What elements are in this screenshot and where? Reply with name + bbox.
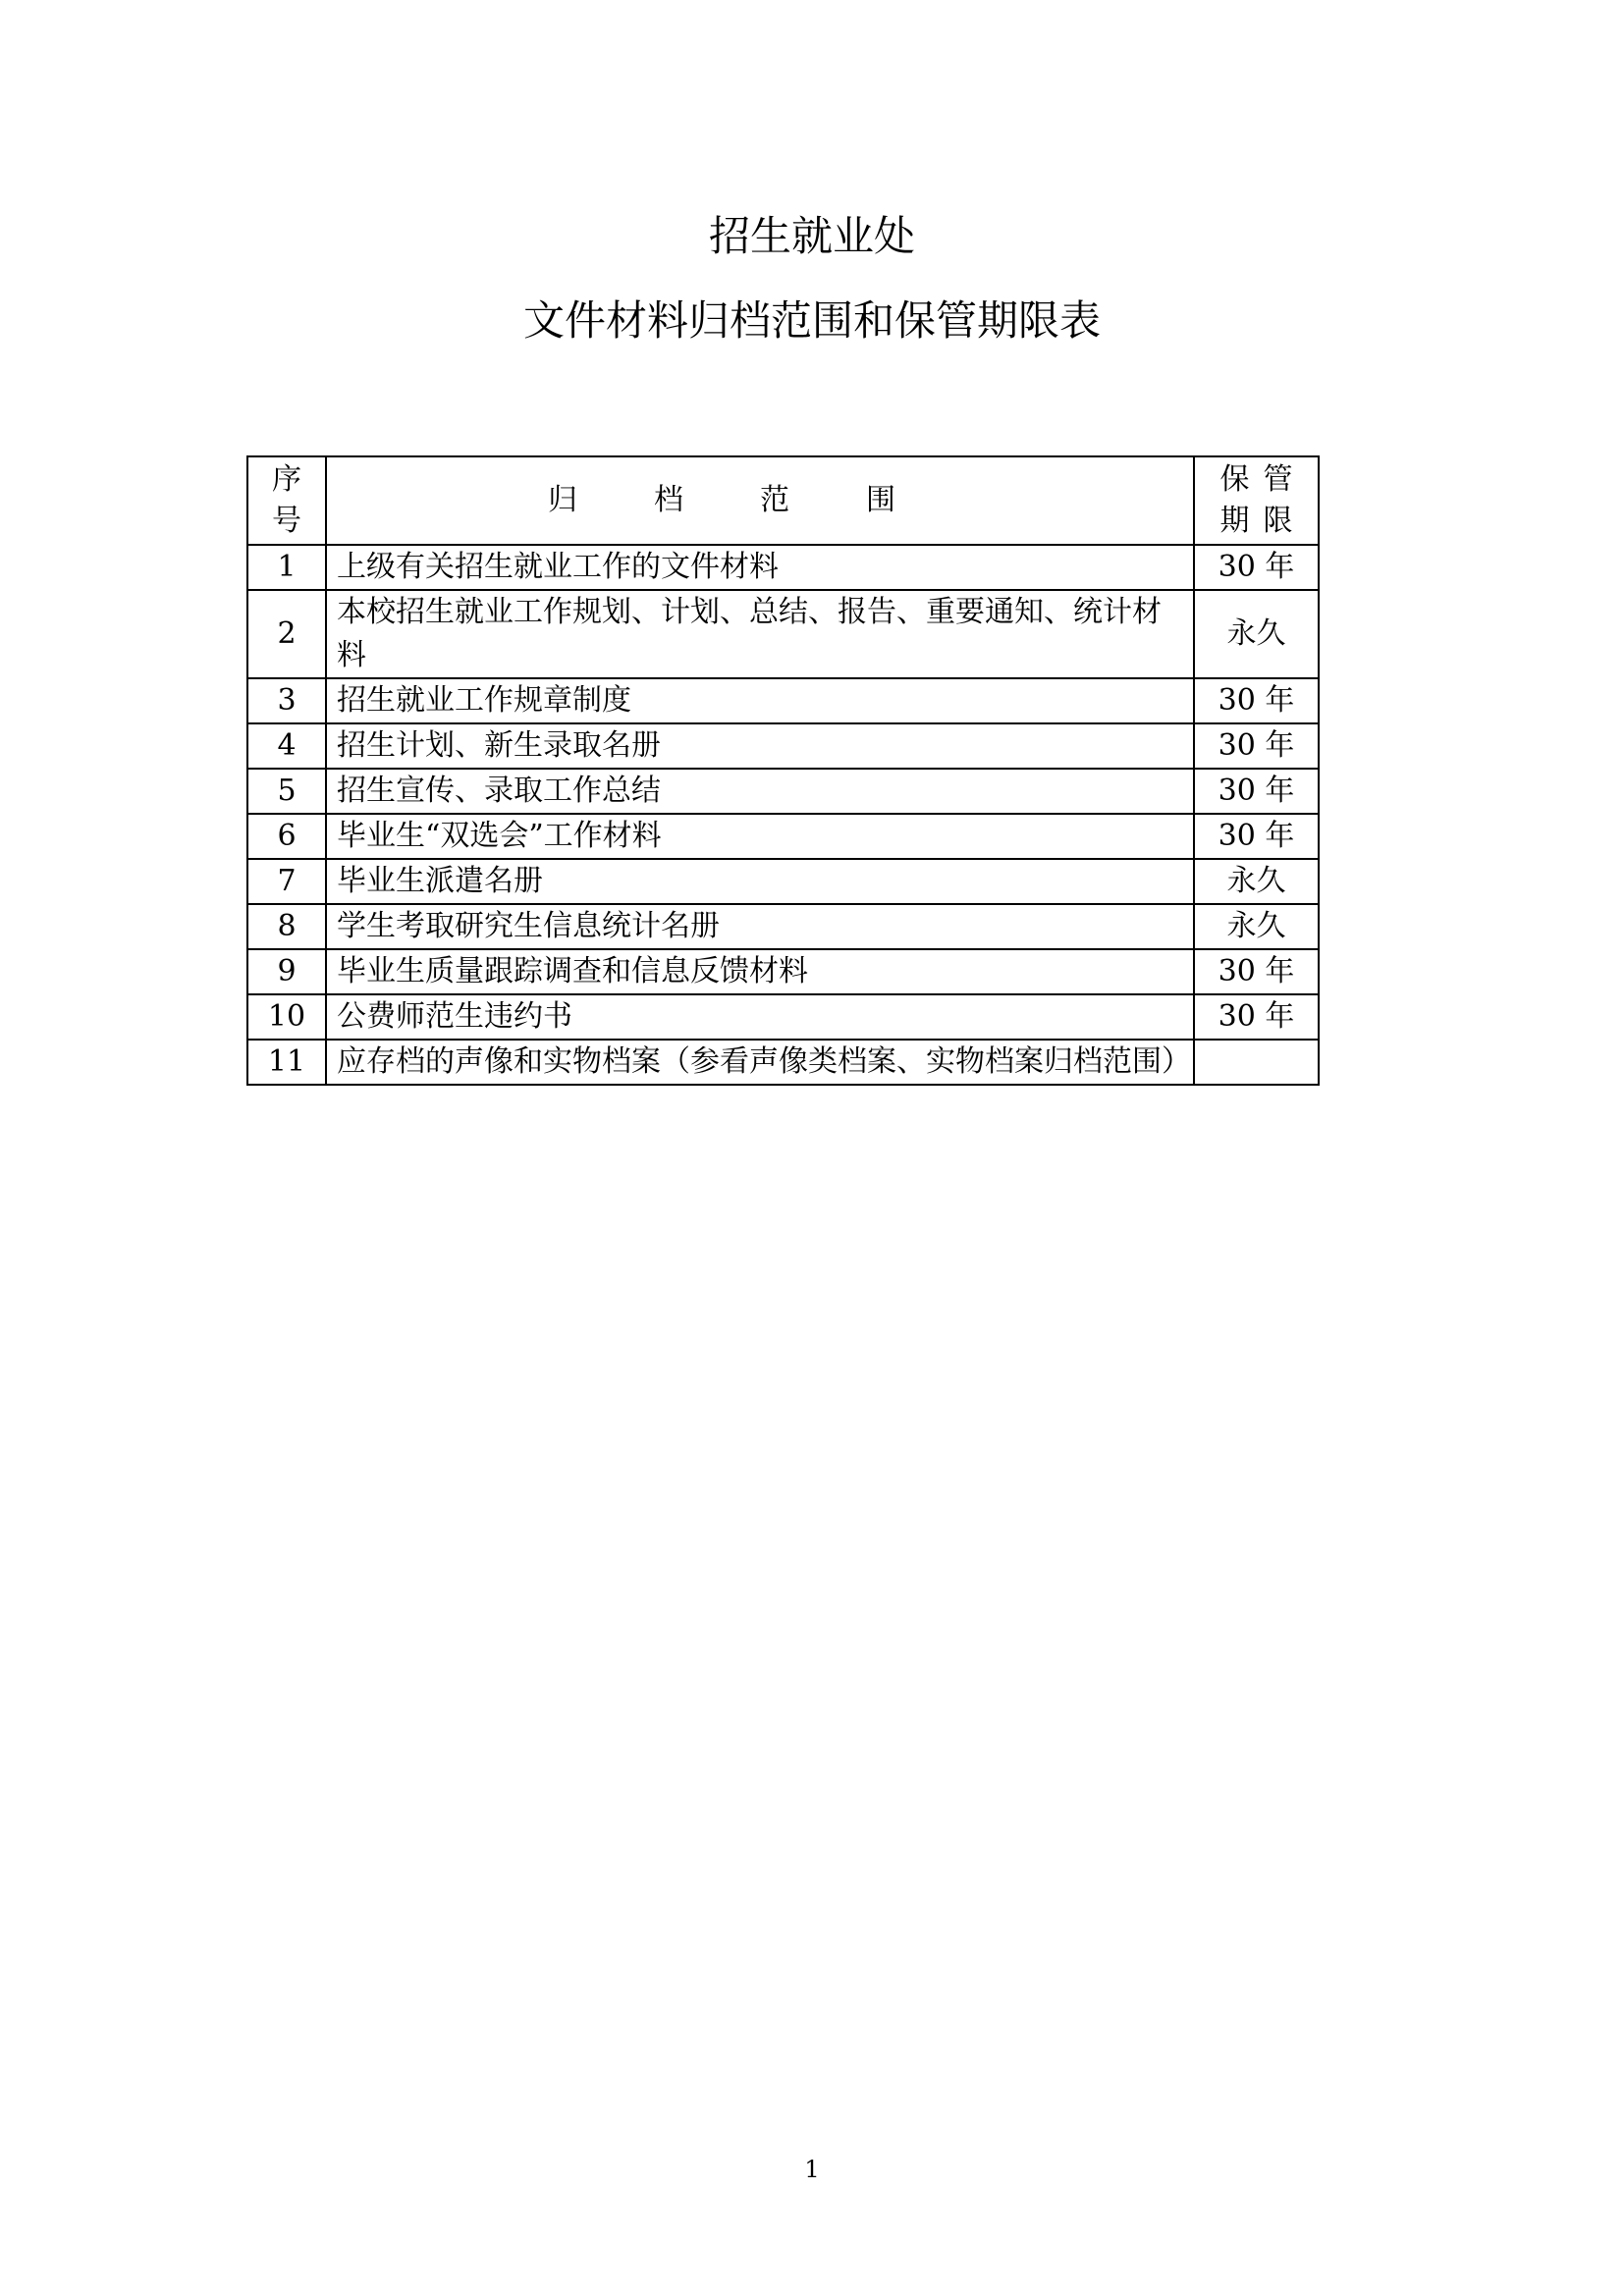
row-serial-number: 3 (247, 678, 326, 723)
row-serial-number: 9 (247, 949, 326, 994)
table-row (247, 590, 1319, 678)
table-header-row (247, 456, 1319, 545)
table-row (247, 904, 1319, 949)
row-archive-scope: 本校招生就业工作规划、计划、总结、报告、重要通知、统计材料 (326, 590, 1194, 678)
row-retention-period: 30 年 (1194, 723, 1319, 769)
archive-scope-table (246, 455, 1320, 1086)
table-row (247, 814, 1319, 859)
row-serial-number: 7 (247, 859, 326, 904)
row-archive-scope: 毕业生质量跟踪调查和信息反馈材料 (326, 949, 1194, 994)
row-serial-number: 10 (247, 994, 326, 1040)
row-archive-scope: 公费师范生违约书 (326, 994, 1194, 1040)
row-serial-number: 4 (247, 723, 326, 769)
header-serial-number-line-2: 号 (272, 504, 301, 538)
row-serial-number: 6 (247, 814, 326, 859)
row-archive-scope: 上级有关招生就业工作的文件材料 (326, 545, 1194, 590)
table-row (247, 545, 1319, 590)
table-row (247, 769, 1319, 814)
row-archive-scope: 应存档的声像和实物档案（参看声像类档案、实物档案归档范围） (326, 1040, 1194, 1085)
table-row (247, 859, 1319, 904)
row-retention-period: 30 年 (1194, 814, 1319, 859)
row-serial-number: 5 (247, 769, 326, 814)
row-retention-period: 30 年 (1194, 678, 1319, 723)
page-subtitle: 文件材料归档范围和保管期限表 (522, 296, 1101, 345)
page-number: 1 (804, 2156, 820, 2183)
row-retention-period: 30 年 (1194, 949, 1319, 994)
table-row (247, 994, 1319, 1040)
row-retention-period: 永久 (1194, 590, 1319, 678)
header-serial-number (247, 456, 326, 545)
row-serial-number: 11 (247, 1040, 326, 1085)
header-archive-scope: 归档范围 (326, 456, 1194, 545)
page-title: 招生就业处 (708, 212, 915, 260)
table-row (247, 949, 1319, 994)
row-archive-scope: 毕业生“双选会”工作材料 (326, 814, 1194, 859)
row-archive-scope: 学生考取研究生信息统计名册 (326, 904, 1194, 949)
row-retention-period: 永久 (1194, 859, 1319, 904)
row-retention-period: 30 年 (1194, 769, 1319, 814)
row-retention-period (1194, 1040, 1319, 1085)
header-retention-period-line-1: 保管 (1219, 462, 1307, 497)
row-retention-period: 永久 (1194, 904, 1319, 949)
row-archive-scope: 招生计划、新生录取名册 (326, 723, 1194, 769)
row-retention-period: 30 年 (1194, 994, 1319, 1040)
row-serial-number: 1 (247, 545, 326, 590)
header-retention-period-line-2: 期限 (1219, 504, 1307, 538)
row-archive-scope: 招生宣传、录取工作总结 (326, 769, 1194, 814)
table-row (247, 678, 1319, 723)
row-archive-scope: 招生就业工作规章制度 (326, 678, 1194, 723)
row-retention-period: 30 年 (1194, 545, 1319, 590)
row-archive-scope: 毕业生派遣名册 (326, 859, 1194, 904)
header-serial-number-line-1: 序 (272, 462, 301, 497)
table-row (247, 723, 1319, 769)
row-serial-number: 2 (247, 590, 326, 678)
row-serial-number: 8 (247, 904, 326, 949)
table-row (247, 1040, 1319, 1085)
header-retention-period (1194, 456, 1319, 545)
